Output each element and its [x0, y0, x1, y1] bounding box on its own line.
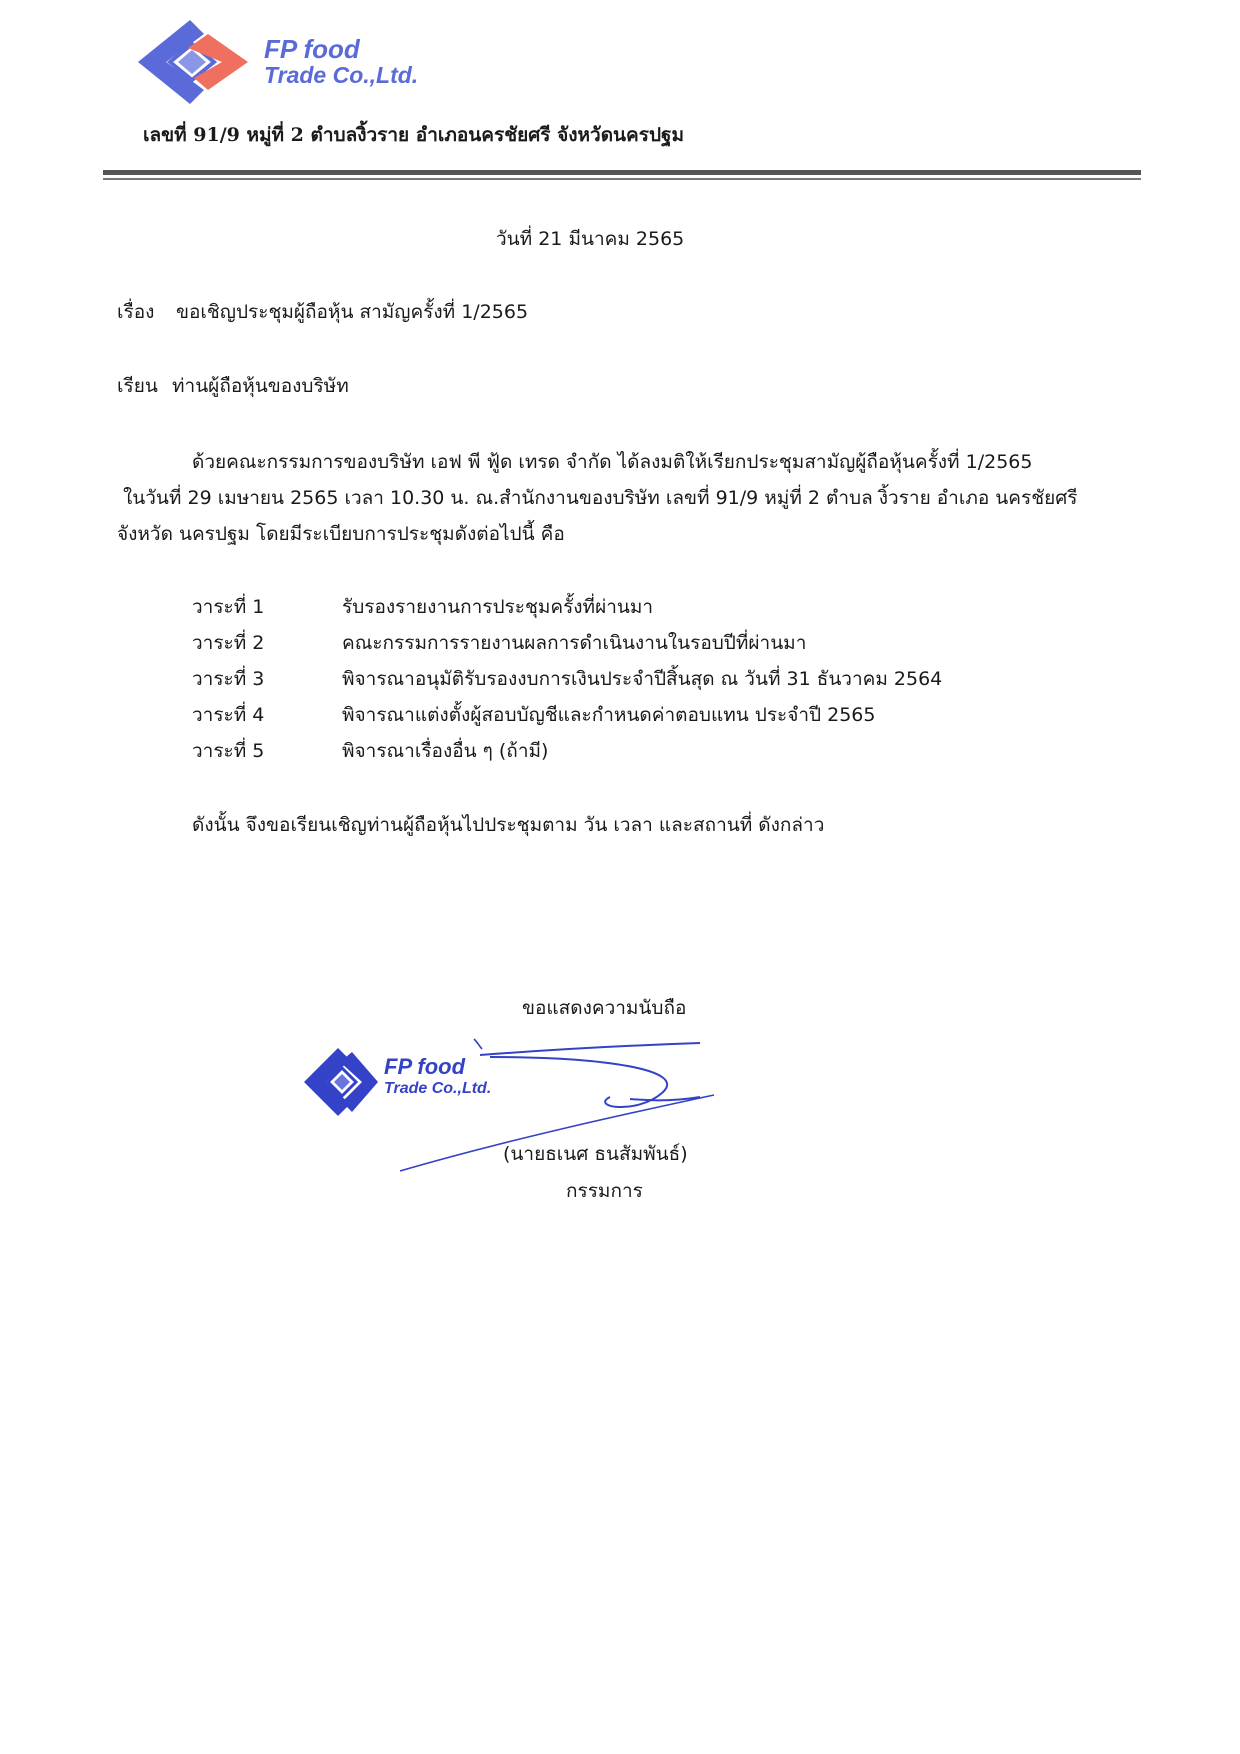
- recipient-text: ท่านผู้ถือหุ้นของบริษัท: [172, 375, 349, 397]
- agenda-item: [192, 700, 875, 730]
- company-logo: [130, 20, 470, 105]
- recipient-label: เรียน: [117, 375, 158, 397]
- stamp-diamond-icon: [300, 1042, 380, 1122]
- logo-line-2: Trade Co.,Ltd.: [264, 62, 419, 88]
- agenda-number: วาระที่ 1: [192, 596, 265, 618]
- agenda-number: วาระที่ 5: [192, 740, 265, 762]
- body-line-3: จังหวัด นครปฐม โดยมีระเบียบการประชุมดังต่อไปนี้ คือ: [117, 523, 565, 545]
- agenda-text: พิจารณาอนุมัติรับรองงบการเงินประจำปีสิ้นสุด ณ วันที่ 31 ธันวาคม 2564: [342, 668, 943, 690]
- agenda-number: วาระที่ 2: [192, 632, 265, 654]
- agenda-item: [192, 628, 806, 658]
- agenda-item: [192, 592, 653, 622]
- body-line-2: ในวันที่ 29 เมษายน 2565 เวลา 10.30 น. ณ.สำนักงานของบริษัท เลขที่ 91/9 หมู่ที่ 2 ตำบล งิ้วราย อำเภอ นครชัยศรี: [123, 487, 1078, 509]
- agenda-number: วาระที่ 3: [192, 668, 265, 690]
- subject-text: ขอเชิญประชุมผู้ถือหุ้น สามัญครั้งที่ 1/2565: [176, 301, 529, 323]
- signatory-position: กรรมการ: [566, 1180, 643, 1202]
- body-line-1: ด้วยคณะกรรมการของบริษัท เอฟ พี ฟู้ด เทรด จำกัด ได้ลงมติให้เรียกประชุมสามัญผู้ถือหุ้นครั้งที่ 1/2565: [192, 451, 1033, 473]
- agenda-number: วาระที่ 4: [192, 704, 265, 726]
- agenda-text: พิจารณาเรื่องอื่น ๆ (ถ้ามี): [342, 740, 549, 762]
- header-divider: [103, 170, 1141, 175]
- agenda-text: พิจารณาแต่งตั้งผู้สอบบัญชีและกำหนดค่าตอบแทน ประจำปี 2565: [342, 704, 876, 726]
- closing-text: ดังนั้น จึงขอเรียนเชิญท่านผู้ถือหุ้นไปประชุมตาม วัน เวลา และสถานที่ ดังกล่าว: [192, 814, 825, 836]
- stamp-line-1: FP food: [384, 1054, 466, 1079]
- letter-date: วันที่ 21 มีนาคม 2565: [496, 228, 685, 250]
- logo-diamond-icon: [130, 20, 260, 105]
- agenda-item: [192, 736, 548, 766]
- signatory-name: (นายธเนศ ธนสัมพันธ์): [503, 1143, 688, 1165]
- regards-text: ขอแสดงความนับถือ: [522, 997, 687, 1019]
- subject-label: เรื่อง: [117, 301, 155, 323]
- agenda-text: รับรองรายงานการประชุมครั้งที่ผ่านมา: [342, 596, 654, 618]
- company-address: เลขที่ 91/9 หมู่ที่ 2 ตำบลงิ้วราย อำเภอนครชัยศรี จังหวัดนครปฐม: [143, 124, 685, 146]
- header-divider-thin: [103, 178, 1141, 180]
- agenda-item: [192, 664, 942, 694]
- stamp-line-2: Trade Co.,Ltd.: [384, 1080, 492, 1097]
- agenda-text: คณะกรรมการรายงานผลการดำเนินงานในรอบปีที่ผ่านมา: [342, 632, 807, 654]
- logo-line-1: FP food: [264, 34, 360, 64]
